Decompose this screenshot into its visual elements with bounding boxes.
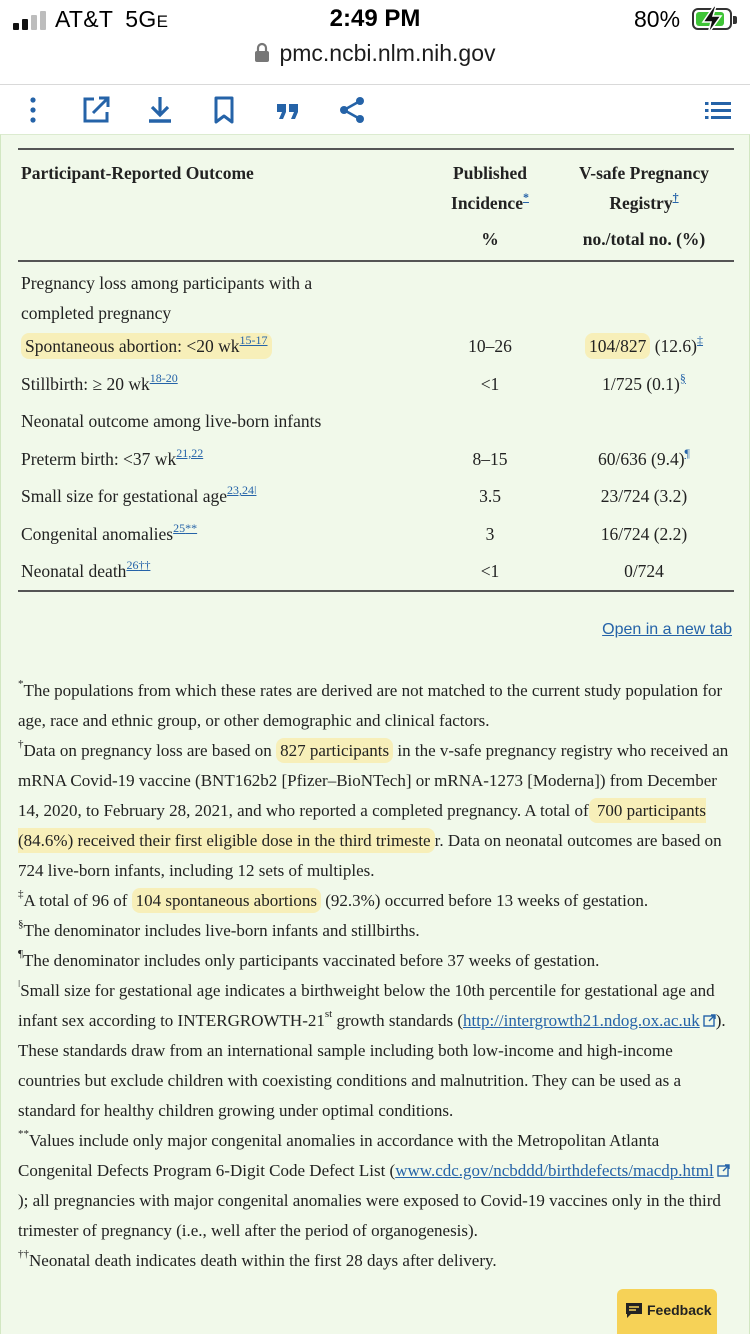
row-percent: (3.2) xyxy=(653,486,688,507)
reference-link[interactable]: 21,22 xyxy=(176,445,204,460)
external-link-icon xyxy=(703,1014,716,1027)
highlight: 827 participants xyxy=(276,738,393,763)
footnote-link[interactable]: ǀ xyxy=(254,483,257,498)
row-incidence: <1 xyxy=(480,560,500,581)
chat-bubble-icon xyxy=(625,1302,643,1319)
table-row xyxy=(18,516,734,554)
lock-icon xyxy=(254,42,270,62)
footnote-2: †Data on pregnancy loss are based on 827 participants in the v-safe pregnancy registry who received an mRNA Covid-19 vaccine (BNT162b2 [Pfizer–BioNTech] or mRNA-1273 [Moderna]) from December 14, 2020, to February 28, 2021, and who reported a completed pregnancy. A total of 700 participants (84.6%) received their first eligible dose in the third trimeste r. Data on neonatal outcomes are based on 724 live-born infants, including 12 sets of multiples. xyxy=(18,738,729,880)
reference-link[interactable]: 26 xyxy=(126,557,139,572)
carrier-name: AT&T xyxy=(55,6,114,32)
footnote-link[interactable]: ‡ xyxy=(697,333,704,348)
footnote-6: $^ǀ$Small size for gestational age indicates a birthweight below the 10th percentile for gestational age and infant sex according to INTERGROWTH-21st growth standards (http://intergrowth21.ndog.ox.ac.uk ). These standards draw from an international sample including both low-income and high-income countries but exclude children with coexisting conditions and malnutrition. They can be used as a standard for healthy children growing under optimal conditions. xyxy=(18,978,726,1120)
footnote-7: **Values include only major congenital anomalies in accordance with the Metropolitan Atlanta Congenital Defects Program 6-Digit Code Defect List (www.cdc.gov/ncbddd/birthdefects/macdp.html); all pregnancies with major congenital anomalies were exposed to Covid-19 vaccines only in the third trimester of pregnancy (i.e., well after the period of organogenesis). xyxy=(18,1126,734,1246)
row-percent: (0.1) xyxy=(646,373,680,394)
footnote-link[interactable]: ¶ xyxy=(684,445,690,460)
footnote-link[interactable]: § xyxy=(679,370,686,385)
external-link-icon xyxy=(717,1164,730,1177)
url-text[interactable]: pmc.ncbi.nlm.nih.gov xyxy=(279,40,496,66)
row-label: Spontaneous abortion: <20 wk xyxy=(25,336,240,357)
row-count: 1/725 xyxy=(602,373,642,394)
row-percent: (9.4) xyxy=(651,448,685,469)
header-published-unit: % xyxy=(481,229,499,249)
footnote-link-dagger[interactable]: † xyxy=(672,190,679,204)
footnote-link-star[interactable]: * xyxy=(522,190,529,204)
row-incidence: 3.5 xyxy=(479,486,501,507)
table-row xyxy=(18,441,734,479)
battery-percent: 80% xyxy=(634,6,681,32)
row-count: 0/724 xyxy=(624,560,664,581)
row-percent: (2.2) xyxy=(653,523,688,544)
feedback-button[interactable] xyxy=(617,1289,717,1334)
row-label: Neonatal death xyxy=(21,560,127,581)
footnote-1: *The populations from which these rates are derived are not matched to the current study population for age, race and ethnic group, or other demographic and clinical factors. xyxy=(18,678,723,730)
intergrowth-link[interactable]: http://intergrowth21.ndog.ox.ac.uk xyxy=(463,1011,700,1030)
footnote-link[interactable]: †† xyxy=(138,557,151,572)
quote-icon[interactable] xyxy=(273,95,303,125)
address-bar[interactable] xyxy=(0,40,750,84)
highlight: 104 spontaneous abortions xyxy=(132,888,321,913)
reference-link[interactable]: 23,24 xyxy=(227,483,255,498)
footnote-4: §The denominator includes live-born infants and stillbirths. xyxy=(18,918,420,940)
table-group-row xyxy=(18,261,734,328)
article-content xyxy=(0,134,750,1334)
row-label: Preterm birth: <37 wk xyxy=(21,448,177,469)
share-icon[interactable] xyxy=(337,95,367,125)
feedback-label: Feedback xyxy=(647,1302,712,1318)
table-row xyxy=(18,478,734,516)
table-footnotes xyxy=(18,676,734,1276)
footnote-3: ‡A total of 96 of 104 spontaneous abortions (92.3%) occurred before 13 weeks of gestation. xyxy=(18,886,734,916)
highlight xyxy=(21,333,272,359)
status-bar xyxy=(0,0,750,40)
network-type: 5G xyxy=(125,6,157,32)
reference-link[interactable]: 18-20 xyxy=(149,370,178,385)
table-row xyxy=(18,366,734,404)
footnote-8: ††Neonatal death indicates death within the first 28 days after delivery. xyxy=(18,1248,497,1270)
reference-link[interactable]: 25 xyxy=(173,520,186,535)
header-published: Published Incidence* xyxy=(451,163,529,213)
network-suffix: E xyxy=(156,12,169,31)
row-incidence: <1 xyxy=(480,373,500,394)
row-count: 16/724 xyxy=(600,523,650,544)
header-vsafe: V-safe Pregnancy Registry† xyxy=(578,163,710,213)
more-vertical-icon[interactable] xyxy=(18,95,48,125)
table-of-contents-icon[interactable] xyxy=(703,95,733,125)
download-icon[interactable] xyxy=(145,95,175,125)
row-label: Stillbirth: ≥ 20 wk xyxy=(21,373,150,394)
reference-link[interactable]: 15-17 xyxy=(239,333,268,348)
table-group-row xyxy=(18,403,734,441)
open-external-icon[interactable] xyxy=(81,95,111,125)
row-incidence: 10–26 xyxy=(468,336,512,357)
row-count: 60/636 xyxy=(598,448,647,469)
row-label: Small size for gestational age xyxy=(21,486,228,507)
clock: 2:49 PM xyxy=(329,5,421,32)
group-neonatal: Neonatal outcome among live-born infants xyxy=(21,411,322,432)
open-in-new-tab-link[interactable]: Open in a new tab xyxy=(602,621,732,638)
highlight: 700 participants (84.6%) received their first eligible dose in the third trimeste xyxy=(18,798,706,853)
battery-charging-icon xyxy=(692,8,732,30)
row-count: 23/724 xyxy=(600,486,650,507)
footnote-link[interactable]: ** xyxy=(185,520,198,535)
cdc-link[interactable]: www.cdc.gov/ncbddd/birthdefects/macdp.html xyxy=(395,1161,714,1180)
header-outcome: Participant-Reported Outcome xyxy=(21,163,254,183)
bookmark-icon[interactable] xyxy=(209,95,239,125)
row-incidence: 8–15 xyxy=(472,448,508,469)
header-vsafe-unit: no./total no. (%) xyxy=(582,229,706,249)
article-toolbar xyxy=(0,84,750,134)
row-incidence: 3 xyxy=(485,523,495,544)
footnote-5: ¶The denominator includes only participants vaccinated before 37 weeks of gestation. xyxy=(18,948,600,970)
outcomes-table xyxy=(18,148,734,592)
row-label: Congenital anomalies xyxy=(21,523,174,544)
group-pregnancy-loss: Pregnancy loss among participants with a completed pregnancy xyxy=(21,273,313,323)
table-row xyxy=(18,553,734,591)
row-percent: (12.6) xyxy=(654,336,698,357)
row-count: 104/827 xyxy=(585,333,650,359)
table-row xyxy=(18,328,734,366)
